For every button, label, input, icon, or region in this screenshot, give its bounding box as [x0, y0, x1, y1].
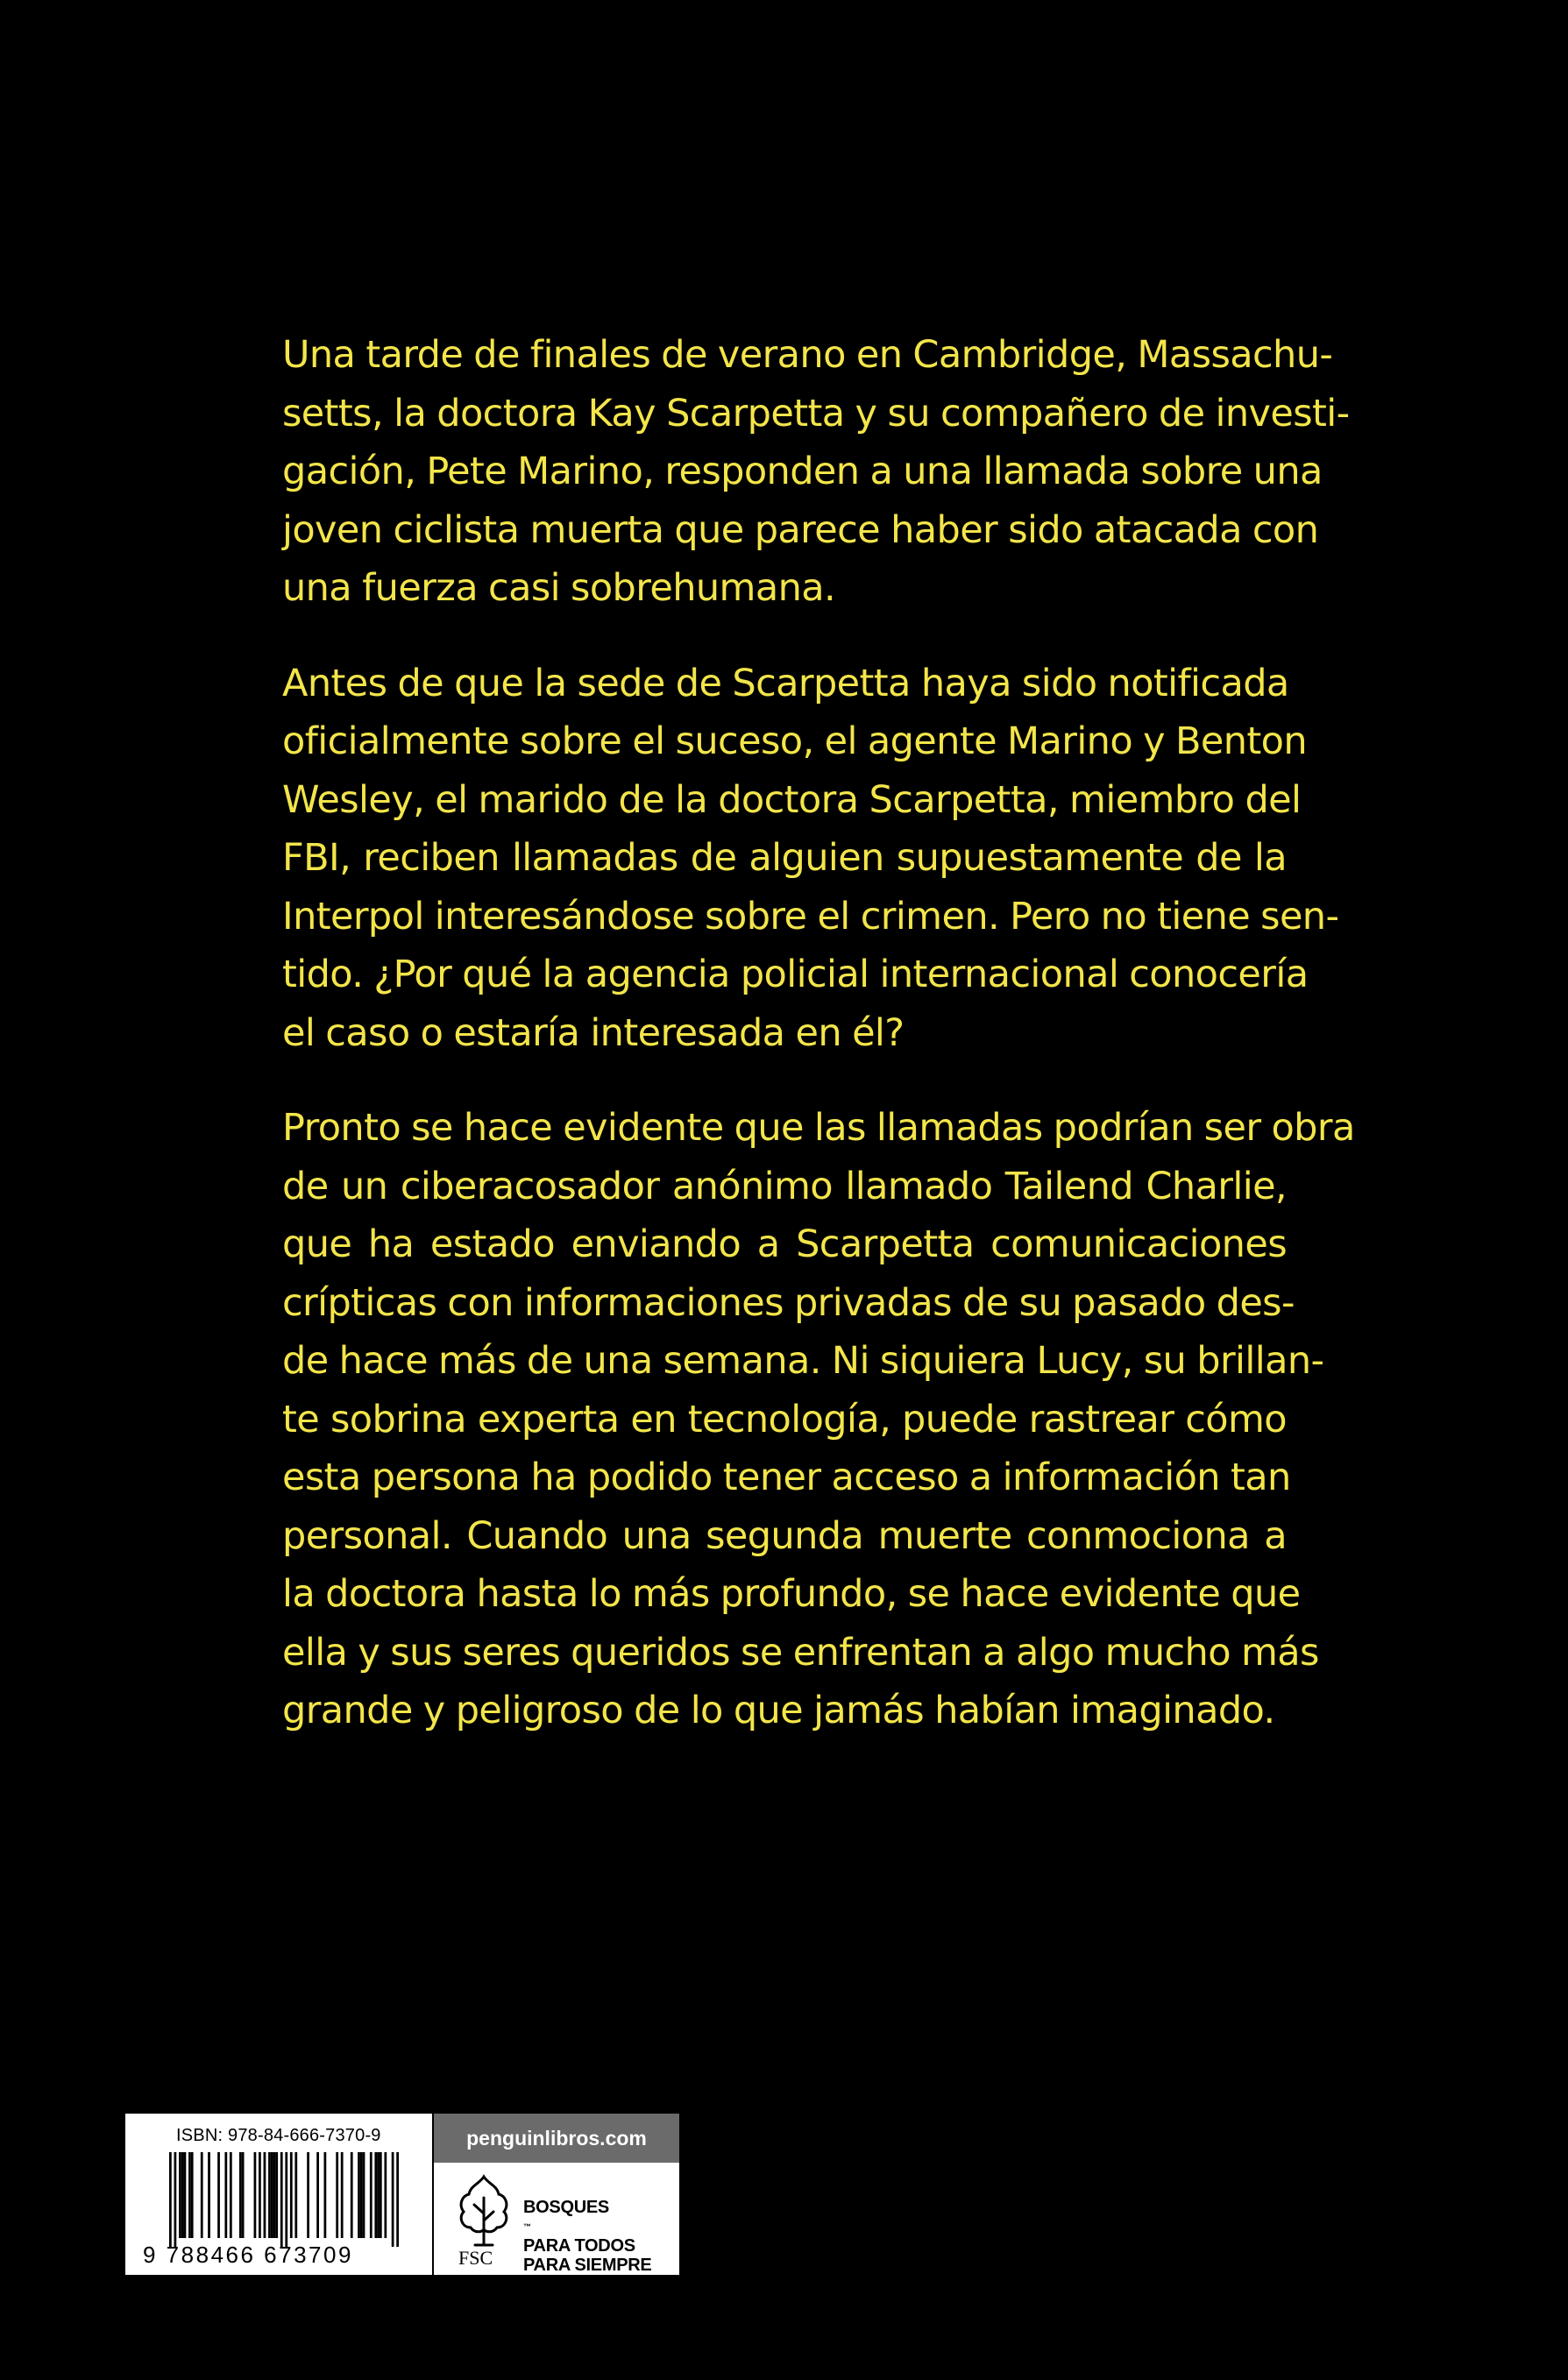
isbn-label: ISBN: 978-84-666-7370-9: [176, 2126, 381, 2145]
barcode-digits: 9 788466 673709: [143, 2242, 353, 2268]
barcode-bar: [169, 2152, 172, 2247]
text-line: Interpol interesándose sobre el crimen. Pero no tiene sen-: [282, 894, 1339, 939]
barcode-bar: [341, 2152, 344, 2238]
barcode-bar: [181, 2152, 184, 2238]
barcode-bar: [384, 2152, 387, 2238]
back-cover-blurb: [282, 326, 1355, 1777]
barcode-bar: [374, 2152, 377, 2238]
barcode-bar: [363, 2152, 365, 2238]
text-line: el caso o estaría interesada en él?: [282, 1010, 905, 1055]
fsc-slogan: [523, 2198, 651, 2275]
fsc-tree-icon: [453, 2171, 514, 2250]
barcode-bar: [268, 2152, 271, 2238]
fsc-slogan-line: BOSQUES ™: [523, 2198, 651, 2236]
barcode-bar: [179, 2152, 181, 2238]
isbn-barcode: [125, 2114, 434, 2275]
barcode-bar: [316, 2152, 319, 2238]
barcode-bar: [184, 2152, 187, 2238]
barcode-bar: [290, 2152, 293, 2238]
barcode-bar: [271, 2152, 273, 2238]
barcode-bar: [377, 2152, 380, 2238]
barcode-bar: [285, 2152, 287, 2247]
barcode-bar: [259, 2152, 261, 2238]
barcode-bar: [264, 2152, 266, 2238]
barcode-bar: [230, 2152, 232, 2238]
barcode-bars: [169, 2152, 399, 2247]
paragraph-3: [282, 1099, 1355, 1740]
barcode-bar: [242, 2152, 245, 2238]
text-line: oficialmente sobre el suceso, el agente Marino y Benton: [282, 719, 1308, 763]
text-line: ella y sus seres queridos se enfrentan a algo mucho más: [282, 1630, 1319, 1675]
publisher-website: penguinlibros.com: [434, 2114, 679, 2163]
barcode-bar: [396, 2152, 399, 2247]
fsc-slogan-line: PARA SIEMPRE: [523, 2256, 652, 2275]
text-line: joven ciclista muerta que parece haber sido atacada con: [282, 507, 1319, 552]
text-line: Una tarde de finales de verano en Cambridge, Massachu-: [282, 333, 1333, 377]
barcode-bar: [275, 2152, 278, 2238]
publisher-panel: [434, 2114, 679, 2275]
trademark-mark: ™: [523, 2222, 531, 2231]
barcode-bar: [188, 2152, 191, 2238]
barcode-bar: [191, 2152, 194, 2238]
text-line: te sobrina experta en tecnología, puede rastrear cómo: [282, 1397, 1287, 1441]
text-line: setts, la doctora Kay Scarpetta y su compañero de investi-: [282, 391, 1350, 436]
barcode-bar: [217, 2152, 220, 2238]
text-line: una fuerza casi sobrehumana.: [282, 566, 836, 610]
text-line: FBI, reciben llamadas de alguien supuestamente de la: [282, 836, 1287, 880]
fsc-label: FSC: [458, 2247, 493, 2269]
text-line: gación, Pete Marino, responden a una llamada sobre una: [282, 450, 1323, 493]
barcode-bar: [336, 2152, 338, 2238]
barcode-bar: [239, 2152, 242, 2238]
text-line: la doctora hasta lo más profundo, se hace evidente que: [282, 1572, 1301, 1616]
barcode-bar: [324, 2152, 327, 2238]
barcode-bar: [273, 2152, 276, 2238]
barcode-bar: [358, 2152, 360, 2238]
text-line: Antes de que la sede de Scarpetta haya sido notificada: [282, 661, 1289, 705]
text-line: de un ciberacosador anónimo llamado Tailend Charlie,: [282, 1164, 1287, 1208]
paragraph-2: [282, 655, 1339, 1063]
fsc-slogan-line: PARA TODOS: [523, 2236, 635, 2256]
barcode-bar: [380, 2152, 382, 2238]
barcode-bar: [201, 2152, 203, 2238]
barcode-bar: [224, 2152, 227, 2238]
text-line: Pronto se hace evidente que las llamadas podrían ser obra: [282, 1106, 1355, 1150]
barcode-panel: [124, 2112, 681, 2277]
barcode-bar: [392, 2152, 394, 2247]
text-line: que ha estado enviando a Scarpetta comunicaciones: [282, 1222, 1287, 1266]
text-line: de hace más de una semana. Ni siquiera Lucy, su brillan-: [282, 1339, 1324, 1383]
text-line: tido. ¿Por qué la agencia policial internacional conocería: [282, 953, 1309, 996]
barcode-bar: [208, 2152, 210, 2238]
barcode-bar: [307, 2152, 309, 2238]
text-line: personal. Cuando una segunda muerte conmociona a: [282, 1513, 1287, 1558]
text-line: esta persona ha podido tener acceso a información tan: [282, 1456, 1291, 1499]
barcode-bar: [280, 2152, 283, 2247]
barcode-bar: [360, 2152, 363, 2238]
barcode-bar: [174, 2152, 177, 2247]
text-line: grande y peligroso de lo que jamás habían imaginado.: [282, 1689, 1275, 1732]
paragraph-1: [282, 326, 1350, 618]
barcode-bar: [351, 2152, 353, 2238]
text-line: crípticas con informaciones privadas de su pasado des-: [282, 1280, 1295, 1325]
text-line: Wesley, el marido de la doctora Scarpetta, miembro del: [282, 777, 1302, 822]
barcode-bar: [294, 2152, 297, 2238]
barcode-bar: [254, 2152, 257, 2238]
barcode-bar: [370, 2152, 372, 2238]
